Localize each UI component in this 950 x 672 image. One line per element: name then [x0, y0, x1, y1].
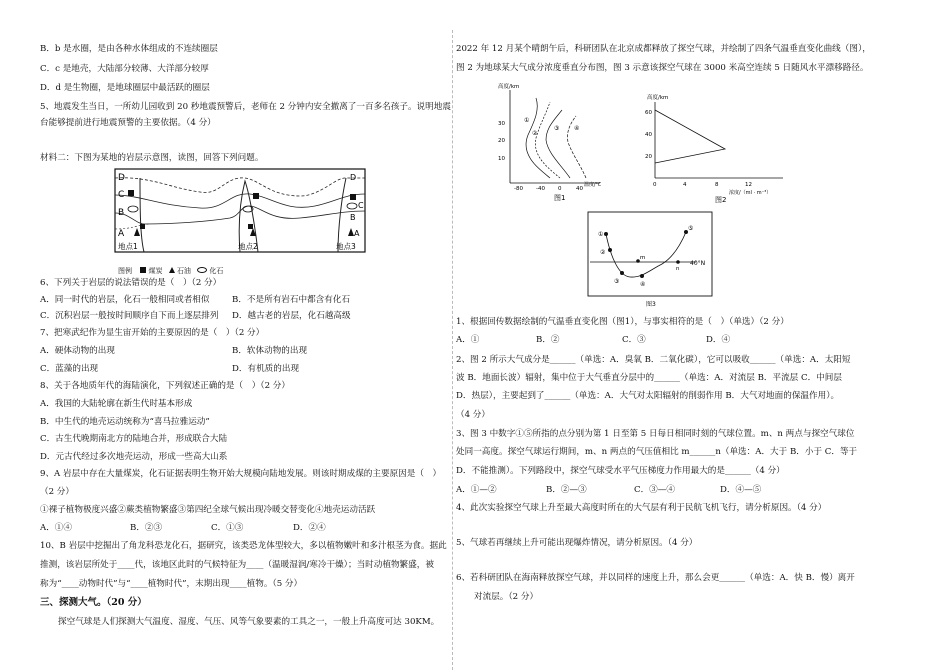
- fig1-curve-label-4: ④: [574, 125, 580, 132]
- fig2-xlabel: 浓度/（ml · m⁻³）: [729, 190, 772, 196]
- coal-symbol: [253, 193, 259, 199]
- oil-symbol: [134, 228, 140, 236]
- q3-line3: D．不能推测）。下列路段中，探空气球受水平气压梯度力作用最大的是______（4 分）: [456, 466, 785, 476]
- q1-option-c: C．③: [622, 335, 646, 345]
- q7-option-c: C．蓝藻的出现: [40, 364, 99, 374]
- q2-line4: （4 分）: [456, 410, 490, 420]
- fig1-ylabel: 高度/km: [498, 84, 520, 90]
- figure1-temperature-profile: [488, 80, 618, 202]
- q4-stem: 4、此次实验探空气球上升至最大高度时所在的大气层有利于民航飞机飞行，请分析原因。（4 分）: [456, 503, 827, 513]
- legend-coal: 煤炭: [148, 267, 163, 275]
- legend: [118, 266, 223, 277]
- q3-line1: 3、图 3 中数字①⑤所指的点分别为第 1 日至第 5 日每日相同时刻的气球位置。m、n 两点与探空气球位: [456, 429, 855, 439]
- layer-label-b: B: [118, 208, 125, 218]
- layer-label-c-right: C: [358, 201, 364, 210]
- fig1-xtick-neg40: -40: [536, 186, 545, 192]
- q3-option-b: B．②—③: [546, 485, 587, 495]
- fig2-xtick-8: 8: [715, 182, 719, 188]
- terrain-left-edge: [140, 178, 144, 252]
- legend-fossil: 化石: [209, 267, 224, 275]
- rock-layer-diagram: [110, 166, 370, 264]
- fig1-ytick-10: 10: [498, 156, 505, 162]
- q8-option-c: C．古生代晚期南北方的陆地合并，形成联合大陆: [40, 434, 228, 444]
- fig1-curve-label-1: ①: [524, 117, 530, 124]
- layer-label-a-right: A: [354, 229, 360, 238]
- fig3-caption: 图3: [646, 301, 656, 308]
- q3-option-d: D．④—⑤: [720, 485, 762, 495]
- q6-option-c: C．沉积岩层一般按时间顺序自下而上逐层排列: [40, 311, 219, 321]
- layer-boundary-d: [115, 178, 365, 196]
- q2-line3: D．热层），主要起到了______（单选：A．大气对太阳辐射的削弱作用 B．大气对地面的保温作用）。: [456, 391, 840, 401]
- q8-option-d: D．元古代经过多次地壳运动，形成一些高大山系: [40, 452, 228, 462]
- q1-option-b: B．②: [536, 335, 560, 345]
- q5-stem: 5、气球若再继续上升可能出现爆炸情况，请分析原因。（4 分）: [456, 538, 698, 548]
- material2-intro: 材料二：下图为某地的岩层示意图，读图，回答下列问题。: [40, 153, 264, 163]
- q6-option-d: D．越古老的岩层，化石越高级: [232, 311, 351, 321]
- coal-symbol: [128, 190, 134, 196]
- layer-boundary-c: [115, 194, 365, 208]
- fig2-caption: 图2: [715, 196, 727, 204]
- fig3-path: [606, 232, 686, 277]
- q7-stem: 7、把寒武纪作为显生宙开始的主要原因的是（ ）（2 分）: [40, 328, 265, 338]
- q7-option-b: B．软体动物的出现: [232, 346, 308, 356]
- q6-option-a: A．同一时代的岩层，化石一般相同或者相似: [40, 295, 210, 305]
- section3-heading: 三、探测大气。（20 分）: [40, 597, 147, 608]
- q6-line2: 对流层。（2 分）: [474, 592, 539, 602]
- balloon-intro: 探空气球是人们探测大气温度、湿度、气压、风等气象要素的工具之一，一般上升高度可达 30KM。: [58, 617, 440, 627]
- site3-label: 地点3: [336, 242, 356, 251]
- fig1-xtick-40: 40: [576, 186, 583, 192]
- intro-line2: 图 2 为地球某大气成分浓度垂直分布图，图 3 示意该探空气球在 3000 米高空连续 5 日随风水平漂移路径。: [456, 63, 869, 73]
- q1-option-a: A．①: [456, 335, 480, 345]
- fig3-m-label: m: [640, 255, 646, 261]
- fig3-point-label-5: ⑤: [688, 225, 694, 232]
- q10-line3: 称为“____动物时代”与“____植物时代”，末期出现____植物。（5 分）: [40, 579, 303, 589]
- q3-line2: 处同一高度。探空气球运行期间，m、n 两点的气压值相比 m______n（单选：A．大于 B．小于 C．等于: [456, 447, 858, 457]
- fig2-ytick-60: 60: [645, 110, 652, 116]
- legend-oil-swatch: [169, 267, 175, 273]
- coal-symbol: [248, 224, 253, 229]
- fig1-ytick-20: 20: [498, 138, 505, 144]
- q8-option-a: A．我国的大陆轮廓在新生代时基本形成: [40, 399, 193, 409]
- fig3-point-label-4: ④: [640, 281, 646, 288]
- fig3-point-3: [620, 271, 624, 275]
- fig1-curve-label-3: ③: [554, 125, 560, 132]
- q9-option-a: A．①④: [40, 523, 72, 533]
- fig3-point-label-3: ③: [614, 278, 620, 285]
- q10-line1: 10、B 岩层中挖掘出了角龙科恐龙化石，据研究，该类恐龙体型较大，多以植物嫩叶和多汁根茎为食。据此: [40, 541, 447, 551]
- fossil-symbol: [128, 206, 138, 212]
- q3-option-a: A．①—②: [456, 485, 497, 495]
- q4-option-c: C．c 是地壳，大陆部分较薄、大洋部分较厚: [40, 64, 209, 74]
- layer-label-b-right: B: [350, 213, 356, 222]
- right-column: [456, 0, 950, 672]
- fig3-point-label-2: ②: [600, 249, 606, 256]
- fig1-xtick-0: 0: [558, 186, 562, 192]
- fig2-ylabel: 高度/km: [647, 95, 669, 101]
- terrain-right-edge: [338, 178, 346, 252]
- q9-option-c: C．①③: [211, 523, 244, 533]
- q6-option-b: B．不是所有岩石中都含有化石: [232, 295, 351, 305]
- fig3-point-4: [640, 274, 644, 278]
- fig2-ytick-20: 20: [645, 154, 652, 160]
- fig1-curve-label-2: ②: [532, 130, 538, 137]
- legend-title: 图例: [118, 267, 132, 275]
- layer-label-a: A: [118, 229, 125, 239]
- left-column: [0, 0, 468, 672]
- fossil-symbol: [347, 203, 357, 209]
- q9-line1: 9、A 岩层中存在大量煤炭，化石证据表明生物开始大规模向陆地发展。则该时期成煤的主要原因是（ ）: [40, 469, 442, 479]
- site2-label: 地点2: [238, 242, 258, 251]
- legend-fossil-swatch: [197, 267, 207, 273]
- fig3-point-n: [676, 260, 680, 264]
- layer-label-c: C: [118, 190, 125, 200]
- q4-option-b: B．b 是水圈，是由各种水体组成的不连续圈层: [40, 44, 218, 54]
- q2-line2: 波 B．地面长波）辐射，集中位于大气垂直分层中的______（单选：A．对流层 B．平流层 C．中间层: [456, 373, 842, 383]
- intro-line1: 2022 年 12 月某个晴朗午后，科研团队在北京成都释放了探空气球，并绘制了四条气温垂直变化曲线（图），: [456, 44, 871, 54]
- fig3-n-label: n: [676, 266, 680, 272]
- fig2-xtick-12: 12: [745, 182, 752, 188]
- figure2-concentration-profile: [633, 92, 793, 204]
- fig2-xtick-0: 0: [653, 182, 657, 188]
- q2-line1: 2、图 2 所示大气成分是______（单选：A．臭氧 B．二氧化碳），它可以吸收______（单选：A．太阳短: [456, 355, 851, 365]
- layer-label-d-right: D: [350, 173, 357, 182]
- fig1-ytick-30: 30: [498, 121, 505, 127]
- q5-line1: 5、地震发生当日，一所幼儿园收到 20 秒地震预警后，老师在 2 分钟内安全撤离了一百多名孩子。说明地震: [40, 102, 451, 112]
- q7-option-d: D．有机质的出现: [232, 364, 300, 374]
- q8-stem: 8、关于各地质年代的海陆演化，下列叙述正确的是（ ）（2 分）: [40, 381, 290, 391]
- legend-oil: 石油: [176, 267, 191, 275]
- fig1-xlabel: 温度/℃: [584, 182, 602, 188]
- q3-option-c: C．③—④: [634, 485, 675, 495]
- fig1-curve-3: [546, 110, 570, 178]
- coal-symbol: [350, 194, 356, 200]
- q4-option-d: D．d 是生物圈，是地球圈层中最活跃的圈层: [40, 83, 210, 93]
- fig3-point-1: [604, 232, 608, 236]
- q9-items: ①裸子植物极度兴盛②蕨类植物繁盛③第四纪全球气候出现冷暖交替变化④地壳运动活跃: [40, 505, 376, 515]
- q9-option-b: B．②③: [130, 523, 163, 533]
- legend-coal-swatch: [140, 267, 146, 273]
- q6-line1: 6、若科研团队在海南释放探空气球，并以同样的速度上升，那么会更______（单选：A．快 B．慢）离开: [456, 573, 855, 583]
- q1-option-d: D．④: [706, 335, 731, 345]
- q9-line2: （2 分）: [40, 487, 74, 497]
- fig3-point-label-1: ①: [598, 231, 604, 238]
- layer-label-d: D: [118, 173, 125, 183]
- fig3-frame: [588, 212, 712, 296]
- fig3-lat-label: 40°N: [690, 260, 706, 267]
- fig2-concentration-line: [655, 110, 725, 163]
- fig1-caption: 图1: [554, 194, 566, 202]
- q9-option-d: D．②④: [293, 523, 326, 533]
- figure3-balloon-path: [586, 210, 716, 308]
- q1-stem: 1、根据回传数据绘制的气温垂直变化图（图1），与事实相符的是（ ）（单选）（2 分）: [456, 317, 789, 327]
- fig1-xtick-neg80: -80: [514, 186, 523, 192]
- fig1-curve-2: [535, 102, 560, 178]
- q8-option-b: B．中生代的地壳运动统称为“喜马拉雅运动”: [40, 417, 210, 427]
- coal-symbol: [140, 224, 145, 229]
- fig2-xtick-4: 4: [683, 182, 687, 188]
- fig3-point-2: [608, 248, 612, 252]
- q7-option-a: A．硬体动物的出现: [40, 346, 115, 356]
- q10-line2: 推测，该岩层所处于____代，该地区此时的气候特征为____（温暖湿润/寒冷干燥）；当时动植物繁盛，被: [40, 560, 434, 570]
- q5-line2: 台能够提前进行地震预警的主要依据。（4 分）: [40, 118, 216, 128]
- fig2-ytick-40: 40: [645, 132, 652, 138]
- q6-stem: 6、下列关于岩层的说法错误的是（ ）（2 分）: [40, 278, 222, 288]
- site1-label: 地点1: [118, 242, 138, 251]
